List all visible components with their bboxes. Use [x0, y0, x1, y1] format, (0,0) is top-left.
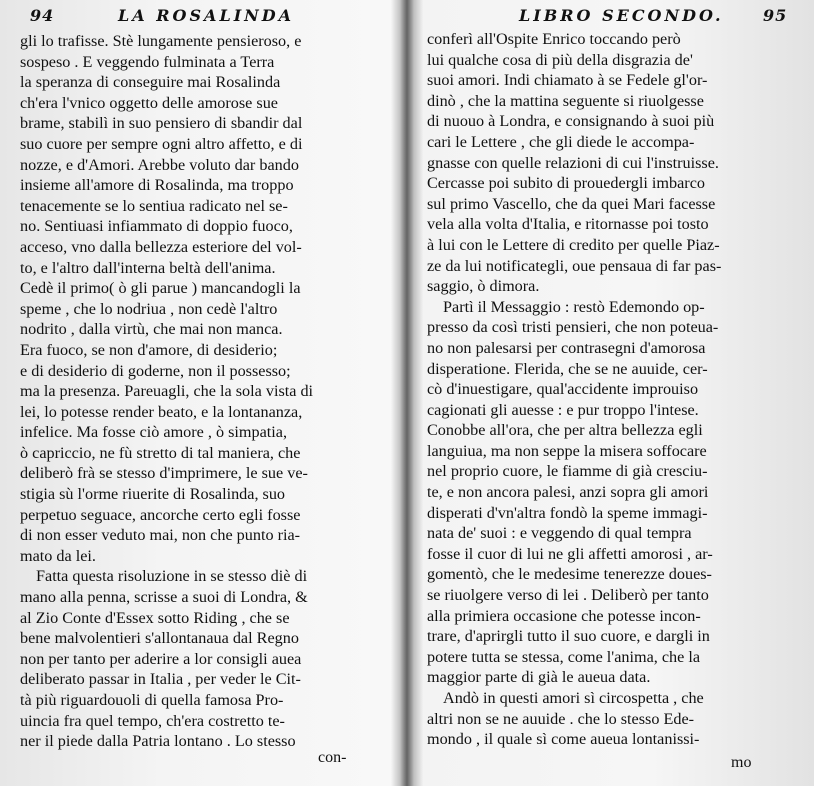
page-number: 95 [763, 6, 788, 25]
text-line: suo cuore per sempre ogni altro affetto, e di [20, 134, 303, 153]
text-line: disperatione. Flerida, che se ne auuide, cer- [427, 359, 708, 378]
text-block [20, 31, 390, 752]
text-line: la speranza di conseguire mai Rosalinda [20, 73, 281, 92]
text-line: Andò in questi amori sì circospetta , che [443, 689, 704, 707]
text-line: nel proprio cuore, le fiamme di già cresciu- [427, 462, 708, 481]
text-line: Era fuoco, se non d'amore, di desiderio; [20, 340, 278, 359]
text-line: saggio, ò dimora. [427, 277, 540, 296]
text-line: no. Sentiuasi infiammato di doppio fuoco, [20, 217, 293, 236]
text-line: ò capriccio, ne fù stretto di tal maniera, che [20, 443, 301, 462]
text-line: deliberò frà se stesso d'imprimere, le sue ve- [20, 464, 308, 483]
text-line: te, e non ancora palesi, anzi sopra gli amori [427, 483, 709, 502]
text-line: altri non se ne auuide . che lo stesso Ede- [427, 709, 695, 728]
page-number: 94 [30, 6, 55, 25]
text-line: di non esser veduto mai, non che punto ria- [20, 526, 301, 545]
text-line: insieme all'amore di Rosalinda, ma troppo [20, 176, 294, 195]
running-title: LIBRO SECONDO. [519, 6, 724, 25]
text-line: speme , che lo nodriua , non cedè l'altro [20, 299, 278, 318]
text-block [427, 29, 799, 750]
text-line: infelice. Ma fosse ciò amore , ò simpatia, [20, 423, 288, 442]
text-line: to, e l'altro dall'interna beltà dell'anima. [20, 258, 276, 277]
text-line: mondo , il quale sì come aueua lontanissi- [427, 730, 700, 749]
text-line: mano alla penna, scrisse a suoi di Londra, & [20, 588, 308, 607]
text-line: non per tanto per aderire a lor consigli auea [20, 649, 302, 668]
text-line: gnasse con quelle relazioni di cui l'instruisse. [427, 153, 719, 172]
text-line: alla primiera occasione che potesse incon- [427, 606, 701, 625]
text-line: lei, lo potesse render beato, e la lontananza, [20, 402, 303, 421]
text-line: stigia sù l'orme riuerite di Rosalinda, suo [20, 485, 286, 504]
text-line: e di desiderio di goderne, non il possesso; [20, 361, 291, 380]
text-line: Cedè il primo( ò gli parue ) mancandogli la [20, 279, 301, 298]
text-line: gomentò, che le medesime tenerezze doues- [427, 565, 712, 584]
text-line: Fatta questa risoluzione in se stesso diè di [36, 567, 308, 586]
text-line: cari le Lettere , che gli diede le accompa- [427, 132, 695, 151]
text-line: Conobbe all'ora, che per altra bellezza egli [427, 421, 703, 440]
text-line: ner il piede dalla Patria lontano . Lo stesso [20, 732, 296, 751]
text-line: potere tutta se stessa, come l'anima, che la [427, 647, 701, 666]
text-line: perpetuo seguace, ancorche certo egli fosse [20, 505, 301, 524]
text-line: Partì il Messaggio : restò Edemondo op- [443, 297, 705, 316]
text-line: uincia fra quel tempo, ch'era costretto te- [20, 711, 285, 730]
text-line: gli lo trafisse. Stè lungamente pensieroso, e [20, 32, 302, 50]
left-page [0, 0, 405, 786]
text-line: di nuouo à Londra, e consignando à suoi più [427, 112, 715, 131]
text-line: nata de' suoi : e veggendo di qual tempra [427, 524, 692, 543]
text-line: trare, d'aprirgli tutto il suo cuore, e dargli in [427, 627, 710, 646]
text-line: tenacemente se lo sentiua radicato nel se- [20, 196, 288, 215]
text-line: brame, stabilì in suo pensiero di sbandir dal [20, 114, 303, 133]
text-line: maggior parte di già le aueua data. [427, 668, 651, 687]
text-line: fosse il cuor di lui ne gli affetti amorosi , ar- [427, 544, 713, 563]
text-line: cagionati gli auesse : e pur troppo l'intese. [427, 400, 699, 419]
running-title: LA ROSALINDA [118, 6, 295, 25]
text-line: al Zio Conte d'Essex sotto Riding , che se [20, 608, 290, 627]
text-line: lui qualche cosa di più della disgrazia de' [427, 50, 693, 69]
text-line: acceso, vno dalla bellezza esteriore del vol- [20, 237, 302, 256]
text-line: nodrito , dalla virtù, che mai non manca. [20, 320, 283, 339]
text-line: ze da lui notificategli, oue pensaua di far pas- [427, 256, 722, 275]
text-line: presso da così tristi pensieri, che non poteua- [427, 318, 719, 337]
text-line: tà più riguardouoli di quella famosa Pro- [20, 691, 284, 709]
text-line: se riuolgere verso di lei . Deliberò per tanto [427, 586, 709, 605]
text-line: conferì all'Ospite Enrico toccando però [427, 30, 681, 48]
text-line: bene malvolentieri s'allontanaua dal Regno [20, 629, 299, 648]
text-line: disperati d'vn'altra fondò la speme immagi- [427, 503, 708, 522]
catchword: mo [731, 754, 752, 771]
text-line: nozze, e d'Amori. Arebbe voluto dar bando [20, 155, 299, 174]
text-line: suoi amori. Indi chiamato à se Fedele gl'or- [427, 71, 708, 90]
text-line: mato da lei. [20, 546, 96, 565]
text-line: ma la presenza. Pareuagli, che la sola vista di [20, 382, 314, 401]
text-line: à lui con le Lettere di credito per quelle Piaz- [427, 235, 720, 254]
text-line: no non palesarsi per contrasegni d'amorosa [427, 338, 706, 357]
right-page [409, 0, 814, 786]
text-line: ch'era l'vnico oggetto delle amorose sue [20, 93, 278, 112]
text-line: dinò , che la mattina seguente si riuolgesse [427, 91, 704, 110]
text-line: sospeso . E veggendo fulminata a Terra [20, 52, 275, 71]
text-line: vela alla volta d'Italia, e ritornasse poi tosto [427, 215, 709, 234]
text-line: Cercasse poi subito di prouedergli imbarco [427, 174, 705, 193]
text-line: cò d'inuestigare, qual'accidente improuiso [427, 380, 699, 399]
text-line: sul primo Vascello, che da quei Mari facesse [427, 194, 716, 213]
text-line: deliberato passar in Italia , per veder le Cit- [20, 670, 301, 689]
text-line: languiua, ma non seppe la misera soffocare [427, 441, 707, 460]
catchword: con- [318, 749, 347, 766]
